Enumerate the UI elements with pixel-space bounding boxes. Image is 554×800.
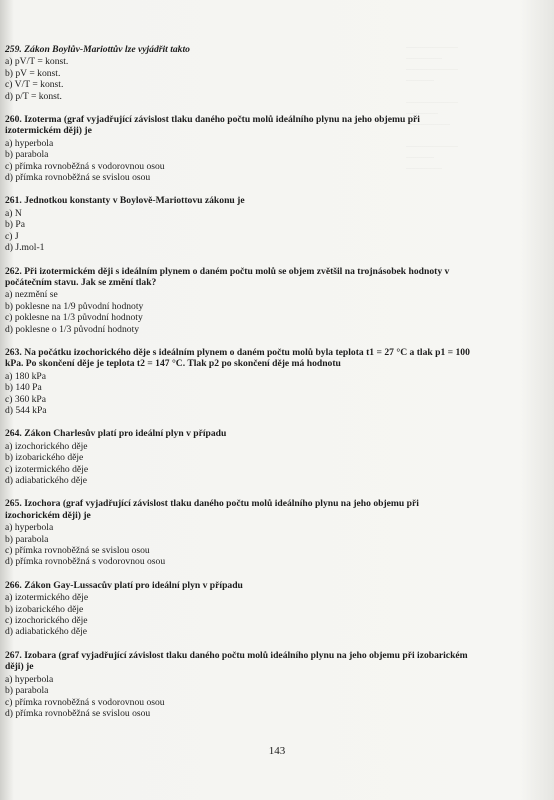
answer-option: c) izochorického děje <box>5 615 88 627</box>
question-block <box>5 114 475 183</box>
answer-option: c) přímka rovnoběžná s vodorovnou osou <box>5 160 165 172</box>
question-block <box>5 580 475 638</box>
answer-option: a) izochorického děje <box>5 440 88 452</box>
answer-option: d) J.mol-1 <box>5 242 45 254</box>
answer-option: a) izotermického děje <box>5 592 89 604</box>
answer-option: c) přímka rovnoběžná s vodorovnou osou <box>5 696 165 708</box>
answer-option: c) přímka rovnoběžná se svislou osou <box>5 545 150 557</box>
question-list <box>5 44 475 731</box>
answer-option: b) parabola <box>5 685 49 697</box>
answer-option: c) 360 kPa <box>5 393 47 405</box>
answer-option: a) hyperbola <box>5 522 54 534</box>
answer-option: a) hyperbola <box>5 137 54 149</box>
answer-option: b) izobarického děje <box>5 452 84 464</box>
question-text: 266. Zákon Gay-Lussacův platí pro ideální plyn v případu <box>5 579 243 591</box>
answer-option: b) poklesne na 1/9 původní hodnoty <box>5 300 144 312</box>
question-block <box>5 428 475 486</box>
page-number: 143 <box>268 745 286 757</box>
question-block <box>5 195 475 253</box>
question-text: 265. Izochora (graf vyjadřující závislost tlaku daného počtu molů ideálního plynu na jeho objemu při izochorickém ději) je <box>5 498 419 521</box>
answer-option: c) poklesne na 1/3 původní hodnoty <box>5 312 143 324</box>
answer-option: d) přímka rovnoběžná se svislou osou <box>5 172 151 184</box>
answer-option: d) adiabatického děje <box>5 626 88 638</box>
answer-option: d) adiabatického děje <box>5 475 88 486</box>
answer-option: d) přímka rovnoběžná s vodorovnou osou <box>5 556 166 568</box>
question-block <box>5 498 475 567</box>
question-block <box>5 650 475 719</box>
answer-option: b) parabola <box>5 533 49 545</box>
question-block <box>5 347 475 416</box>
answer-option: b) pV = konst. <box>5 67 61 79</box>
question-text: 264. Zákon Charlesův platí pro ideální plyn v případu <box>5 428 227 440</box>
answer-option: a) nezmění se <box>5 289 58 301</box>
question-text: 261. Jednotkou konstanty v Boylově-Mariottovu zákonu je <box>5 195 245 207</box>
answer-option: b) izobarického děje <box>5 603 84 615</box>
question-text: 262. Při izotermickém ději s ideálním plynem o daném počtu molů se objem zvětšil na trojnásobek hodnoty v počátečním stavu. Jak se změní tlak? <box>5 265 450 288</box>
answer-option: b) Pa <box>5 219 25 231</box>
answer-option: a) N <box>5 207 22 219</box>
answer-option: c) J <box>5 230 19 242</box>
answer-option: c) izotermického děje <box>5 463 89 475</box>
answer-option: d) přímka rovnoběžná se svislou osou <box>5 707 151 719</box>
question-block <box>5 266 475 335</box>
answer-option: d) poklesne o 1/3 původní hodnoty <box>5 323 140 335</box>
answer-option: c) V/T = konst. <box>5 79 64 91</box>
question-text: 267. Izobara (graf vyjadřující závislost tlaku daného počtu molů ideálního plynu na jeho objemu při izobarickém ději) je <box>5 649 468 673</box>
question-text: 259. Zákon Boylův-Mariottův lze vyjádřit takto <box>5 44 190 55</box>
show-through-text: .......................... .................. .......................... .............. .......................... ................ ...................... .......................... .............. .................. <box>406 41 458 171</box>
answer-option: b) 140 Pa <box>5 382 42 394</box>
answer-option: d) p/T = konst. <box>5 90 62 102</box>
answer-option: d) 544 kPa <box>5 404 47 416</box>
answer-option: a) pV/T = konst. <box>5 56 69 68</box>
answer-option: b) parabola <box>5 149 49 161</box>
question-text: 260. Izoterma (graf vyjadřující závislost tlaku daného počtu molů ideálního plynu na jeho objemu při izotermickém ději) je <box>5 114 420 137</box>
answer-option: a) 180 kPa <box>5 370 47 382</box>
answer-option: a) hyperbola <box>5 673 54 685</box>
question-text: 263. Na počátku izochorického děje s ideálním plynem o daném počtu molů byla teplota t1 = 27 °C a tlak p1 = 100 kPa. Po skončení děje je teplota t2 = 147 °C. Tlak p2 po skončení děje má hodnotu <box>5 346 470 370</box>
question-block <box>5 44 475 102</box>
